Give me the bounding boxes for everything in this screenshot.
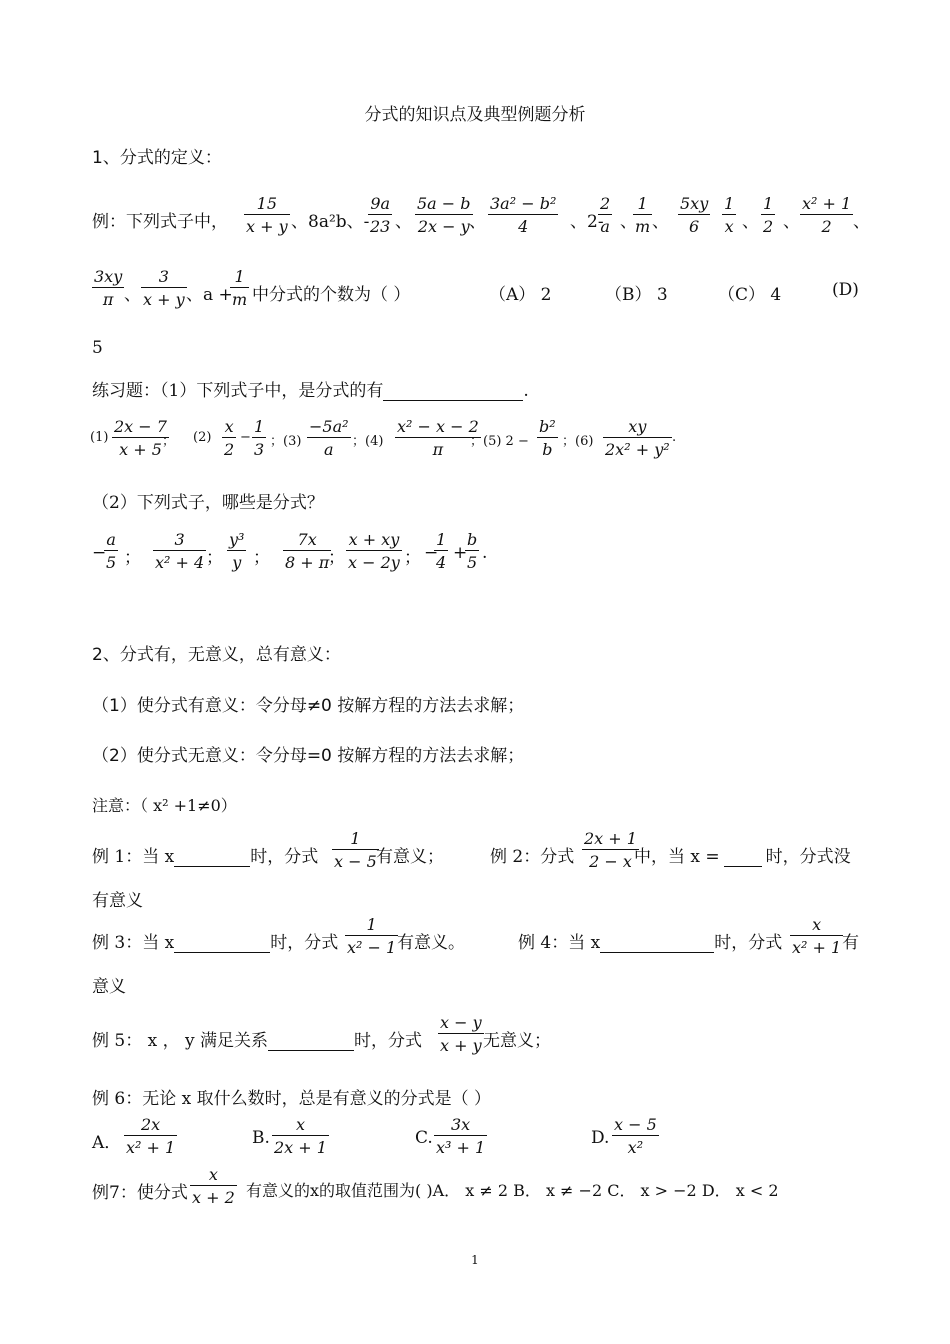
- example-prefix: 例：下列式子中，: [92, 212, 228, 232]
- example-separator: 、: [853, 212, 870, 232]
- ex5-line: [92, 1026, 422, 1051]
- example-separator: 、: [124, 285, 141, 305]
- ex3-num: 1: [345, 915, 398, 936]
- practice-2-fraction-den: 5: [467, 553, 478, 572]
- ex6-option-label: C.: [415, 1128, 433, 1148]
- practice-1-fraction: [395, 417, 481, 459]
- practice-2-fraction-num: a: [104, 530, 118, 551]
- practice-2-fraction-num: x + xy: [346, 530, 402, 551]
- ex5-den: x + y: [440, 1036, 482, 1055]
- note: 注意：（ x² +1≠0）: [92, 796, 237, 815]
- practice-1-suffix: ；(4): [352, 434, 384, 449]
- example-question-tail: 中分式的个数为（ ）: [252, 285, 411, 305]
- practice-1-suffix: ；(3): [270, 434, 302, 449]
- practice-2-fraction-den: 8 + π: [285, 553, 330, 572]
- ex5-num: x − y: [440, 1013, 482, 1032]
- practice-1-fraction-den: π: [432, 440, 444, 459]
- practice-2-suffix: +: [453, 543, 468, 563]
- example-separator: 、: [783, 212, 800, 232]
- page-number: 1: [471, 1253, 479, 1267]
- practice-1-text: 练习题：（1）下列式子中，是分式的有: [92, 381, 384, 401]
- example-fraction-num: 9a: [368, 194, 392, 215]
- practice-1-fraction-num: b²: [539, 417, 556, 436]
- example-fraction: [230, 267, 249, 309]
- example-fraction: [761, 194, 775, 236]
- practice-2-fraction: [346, 530, 402, 572]
- practice-1-suffix: ；: [162, 434, 176, 449]
- option-c: （C） 4: [718, 285, 782, 305]
- practice-2-prefix: −: [92, 543, 107, 563]
- practice-1-fraction-den: 2: [224, 440, 235, 459]
- practice-1-prefix: (2): [193, 430, 212, 445]
- practice-2-fraction-num: 3: [153, 530, 206, 551]
- example-separator: 、: [395, 212, 412, 232]
- ex6-option-fraction-num: x − 5: [614, 1115, 657, 1134]
- practice-1-fraction-num: −5a²: [309, 417, 349, 436]
- ex6-option-fraction: [124, 1115, 177, 1157]
- example-fraction-den: 23: [370, 217, 391, 236]
- ex6-option-fraction: [272, 1115, 329, 1157]
- ex1-blank[interactable]: [174, 847, 250, 867]
- practice-1-fraction: [252, 417, 266, 459]
- practice-1-suffix: ；(6): [562, 434, 594, 449]
- example-fraction-num: 1: [724, 194, 735, 213]
- ex2-num: 2x + 1: [584, 829, 637, 848]
- ex2-blank[interactable]: [724, 847, 762, 867]
- page-title: 分式的知识点及典型例题分析: [364, 105, 586, 125]
- ex7-post: 有意义的x的取值范围为( )A． x ≠ 2 B． x ≠ −2 C． x > −2 D． x < 2: [246, 1181, 779, 1200]
- example-fraction-num: 1: [763, 194, 774, 213]
- practice-1-fraction-den: 2x² + y²: [605, 440, 670, 459]
- ex6-option-label: B.: [252, 1128, 270, 1148]
- section-2-heading: 2、分式有，无意义，总有意义：: [92, 645, 341, 665]
- ex3-pre: 例 3：当 x: [92, 933, 175, 953]
- practice-2-suffix: ；: [253, 548, 270, 568]
- ex3-fraction: [345, 915, 398, 957]
- example-fraction: [800, 194, 853, 236]
- practice-1-fraction-num: x: [222, 417, 236, 438]
- example-fraction: [244, 194, 290, 236]
- example-fraction-den: 2: [763, 217, 774, 236]
- practice-2-suffix: ；: [404, 548, 421, 568]
- ex1-mid: 时，分式: [250, 847, 319, 867]
- practice-2-fraction-den: 5: [106, 553, 117, 572]
- practice-2-fraction: [104, 530, 118, 572]
- example-separator: 、: [742, 212, 759, 232]
- practice-1-fraction: [222, 417, 236, 459]
- rule-1: （1）使分式有意义：令分母≠0 按解方程的方法去求解；: [92, 696, 525, 716]
- ex6-option-label: A．: [92, 1133, 122, 1153]
- example-fraction: [722, 194, 736, 236]
- example-fraction-den: π: [102, 290, 114, 309]
- practice-1-fraction-num: x² − x − 2: [397, 417, 479, 436]
- practice-1-end: .: [523, 381, 529, 401]
- ex4-blank[interactable]: [600, 933, 714, 953]
- example-fraction: [633, 194, 652, 236]
- ex5-pre: 例 5： x ， y 满足关系: [92, 1031, 269, 1051]
- example-fraction-num: 3xy: [94, 267, 123, 286]
- ex1-line: [92, 842, 318, 867]
- ex2-mid-line: [634, 842, 851, 867]
- practice-2-fraction-den: x² + 4: [155, 553, 205, 572]
- practice-1-suffix: ；(5) 2 −: [470, 434, 529, 449]
- ex2-fraction: [582, 829, 639, 871]
- ex7-fraction: [190, 1165, 237, 1207]
- example-fraction-den: x + y: [246, 217, 288, 236]
- example-fraction-den: 4: [518, 217, 529, 236]
- practice-2-fraction: [434, 530, 448, 572]
- ex4-num: x: [790, 915, 843, 936]
- practice-1-suffix: .: [672, 430, 677, 445]
- ex6-question: 例 6：无论 x 取什么数时，总是有意义的分式是（ ）: [92, 1089, 492, 1109]
- ex6-option-fraction-num: 3x: [434, 1115, 487, 1136]
- practice-2-suffix: ；: [328, 548, 345, 568]
- ex3-den: x² − 1: [347, 938, 397, 957]
- example-fraction-num: 1: [633, 194, 652, 215]
- practice-2-fraction: [465, 530, 479, 572]
- example-fraction-den: m: [635, 217, 651, 236]
- example-fraction-num: 5a − b: [417, 194, 471, 213]
- ex6-option-fraction: [434, 1115, 487, 1157]
- example-separator: 、: [620, 212, 637, 232]
- example-fraction-num: 3a² − b²: [490, 194, 557, 213]
- practice-1-fraction-den: a: [324, 440, 334, 459]
- practice-1-fraction-den: x + 5: [119, 440, 162, 459]
- ex5-post: 无意义；: [483, 1031, 551, 1051]
- option-d: (D): [832, 280, 859, 300]
- practice-2-fraction-num: 1: [436, 530, 447, 549]
- practice-1-label: [92, 376, 529, 401]
- ex1-pre: 例 1：当 x: [92, 847, 175, 867]
- example-fraction: [598, 194, 612, 236]
- example-fraction-den: a: [600, 217, 610, 236]
- ex1-fraction: [332, 829, 379, 871]
- ex7-den: x + 2: [192, 1188, 235, 1207]
- practice-1-fraction-den: 3: [254, 440, 265, 459]
- example-fraction: [92, 267, 124, 309]
- ex2-mid: 中，当 x =: [634, 847, 720, 867]
- ex7-num: x: [190, 1165, 237, 1186]
- example-fraction: [488, 194, 558, 236]
- example-fraction-num: x² + 1: [802, 194, 852, 213]
- practice-2-suffix: ；: [124, 548, 141, 568]
- example-fraction: [415, 194, 473, 236]
- ex4-den: x² + 1: [792, 938, 842, 957]
- option-a: （A） 2: [489, 285, 552, 305]
- ex3-mid: 时，分式: [270, 933, 339, 953]
- ex1-den: x − 5: [334, 852, 377, 871]
- practice-2-fraction-den: y: [232, 553, 242, 572]
- ex1-post: 有意义；: [376, 847, 444, 867]
- ex5-mid: 时，分式: [354, 1031, 423, 1051]
- example-separator: 、a +: [186, 285, 233, 305]
- practice-2-fraction: [153, 530, 206, 572]
- example-fraction-den: 2x − y: [417, 217, 470, 236]
- ex4-mid: 时，分式: [714, 933, 783, 953]
- example-fraction-num: 2: [600, 194, 611, 213]
- ex6-option-label: D.: [591, 1128, 610, 1148]
- ex5-blank[interactable]: [268, 1031, 354, 1051]
- ex3-blank[interactable]: [174, 933, 270, 953]
- example-fraction-den: m: [232, 290, 248, 309]
- option-b: （B） 3: [605, 285, 668, 305]
- practice-1-fraction-den: b: [542, 440, 553, 459]
- ex4-line: [518, 928, 782, 953]
- practice-2-fraction-den: x − 2y: [348, 553, 400, 572]
- practice-1-fraction-num: 1: [254, 417, 265, 436]
- practice-2-fraction: [227, 530, 246, 572]
- ex6-option-fraction-num: 2x: [124, 1115, 177, 1136]
- ex4-pre: 例 4：当 x: [518, 933, 601, 953]
- example-fraction-num: 1: [230, 267, 249, 288]
- practice-1-fraction: [307, 417, 351, 459]
- section-1-heading: 1、分式的定义：: [92, 148, 222, 168]
- ex1-num: 1: [332, 829, 379, 850]
- practice-1-fraction: [603, 417, 672, 459]
- ex7-pre: 例7：使分式: [92, 1183, 188, 1203]
- practice-1-prefix: (1): [90, 430, 109, 445]
- ex4-fraction: [790, 915, 843, 957]
- example-fraction-den: 6: [689, 217, 700, 236]
- example-separator: 、: [652, 212, 669, 232]
- ex4-post: 有: [842, 933, 859, 953]
- ex6-option-fraction-num: x: [272, 1115, 329, 1136]
- option-d-value: 5: [92, 338, 103, 358]
- practice-1-fraction-num: 2x − 7: [114, 417, 167, 436]
- answer-blank[interactable]: [383, 381, 523, 401]
- example-fraction: [141, 267, 187, 309]
- ex2-pre: 例 2：分式: [490, 847, 575, 867]
- practice-1-fraction: [537, 417, 558, 459]
- example-fraction: [678, 194, 710, 236]
- ex4-wrap: 意义: [92, 977, 126, 997]
- ex3-post: 有意义。: [397, 933, 465, 953]
- practice-2-fraction-num: b: [467, 530, 478, 549]
- practice-2-suffix: .: [482, 543, 488, 563]
- example-fraction-num: 5xy: [680, 194, 709, 213]
- example-fraction-den: 2: [821, 217, 832, 236]
- ex2-wrap: 有意义: [92, 891, 143, 911]
- practice-2-fraction: [283, 530, 331, 572]
- practice-2-suffix: ；: [206, 548, 223, 568]
- example-fraction-den: x + y: [143, 290, 185, 309]
- ex3-line: [92, 928, 338, 953]
- example-fraction: [368, 194, 392, 236]
- ex6-option-fraction-den: 2x + 1: [274, 1138, 327, 1157]
- ex6-option-fraction-den: x² + 1: [126, 1138, 176, 1157]
- example-separator: 、2-: [570, 212, 604, 232]
- example-separator: 、8a²b、-: [291, 212, 370, 232]
- practice-1-suffix: −: [240, 430, 251, 445]
- example-fraction-den: x: [724, 217, 734, 236]
- practice-1-fraction-num: xy: [603, 417, 672, 438]
- practice-2-label: （2）下列式子，哪些是分式？: [92, 493, 324, 513]
- ex6-option-fraction-den: x²: [627, 1138, 644, 1157]
- ex6-option-fraction: [612, 1115, 659, 1157]
- ex2-post: 时，分式没: [765, 847, 851, 867]
- example-fraction-num: 15: [244, 194, 290, 215]
- ex5-fraction: [438, 1013, 484, 1055]
- example-separator: 、: [469, 212, 486, 232]
- ex2-den: 2 − x: [589, 852, 632, 871]
- practice-2-fraction-den: 4: [436, 553, 447, 572]
- practice-2-prefix: −: [424, 543, 439, 563]
- practice-1-fraction: [112, 417, 169, 459]
- practice-2-fraction-num: y³: [229, 530, 245, 549]
- rule-2: （2）使分式无意义：令分母=0 按解方程的方法去求解；: [92, 746, 525, 766]
- example-fraction-num: 3: [141, 267, 187, 288]
- ex6-option-fraction-den: x³ + 1: [436, 1138, 486, 1157]
- practice-2-fraction-num: 7x: [283, 530, 331, 551]
